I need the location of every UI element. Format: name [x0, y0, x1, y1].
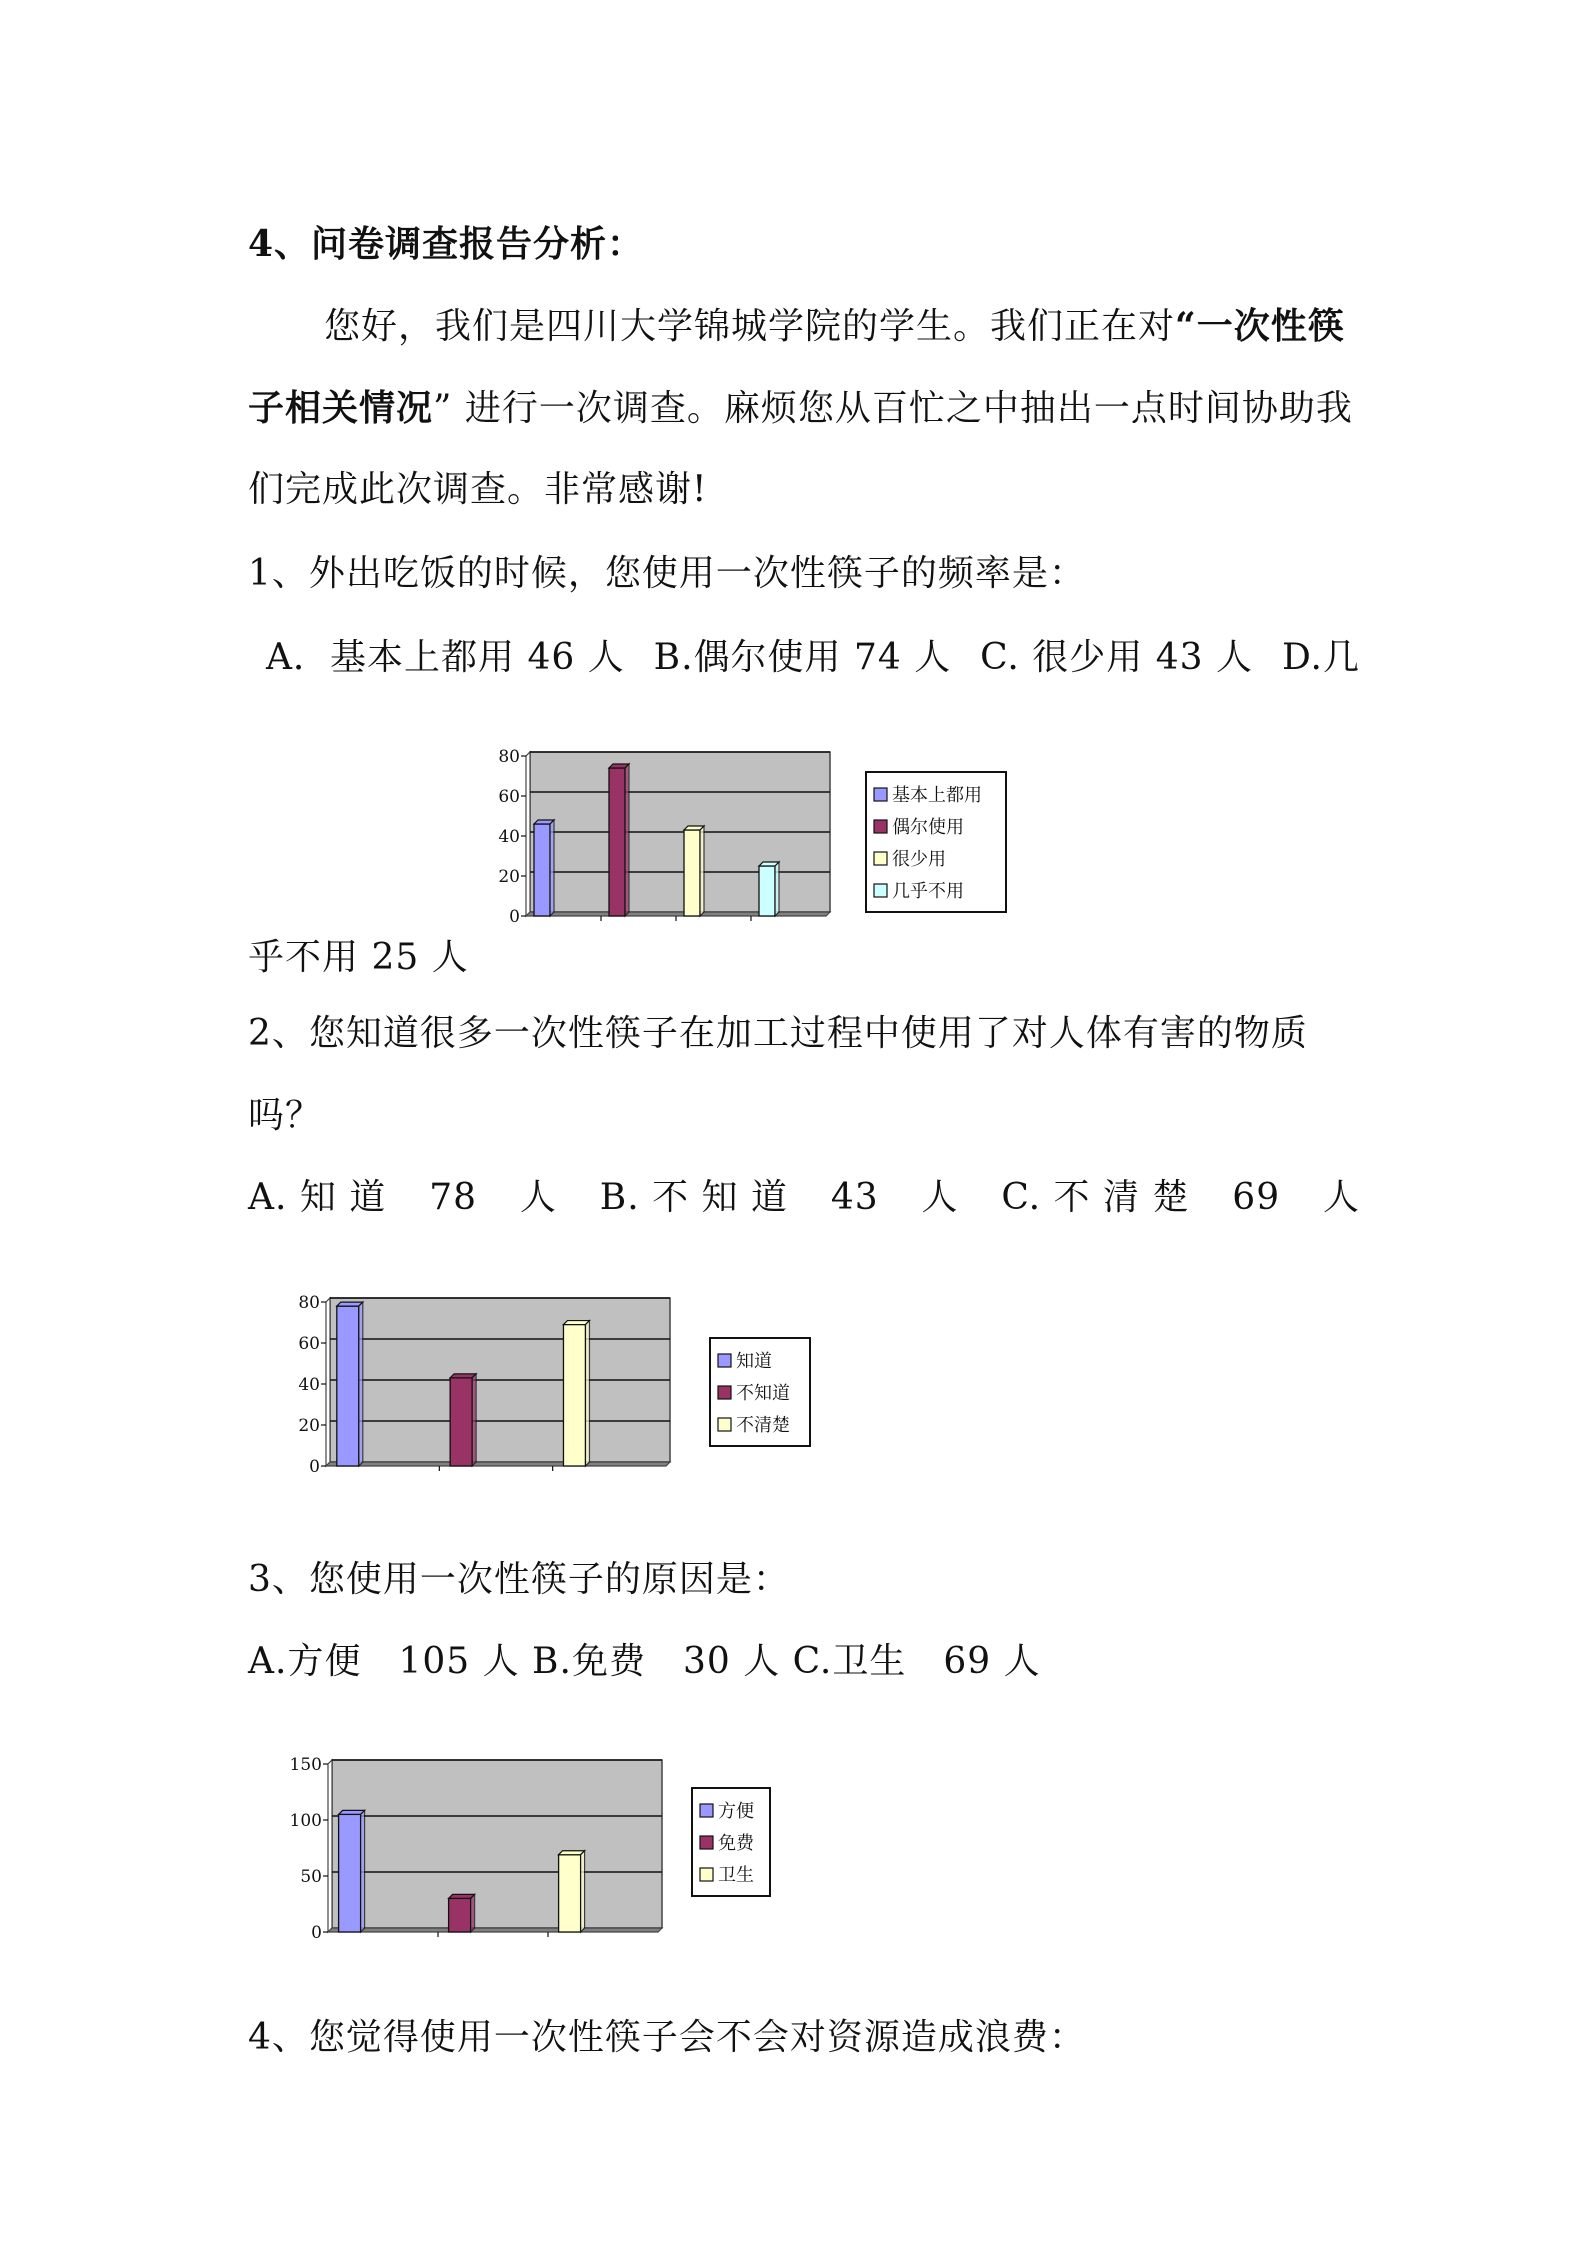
- plot-floor: [526, 912, 830, 916]
- q3-question: 3、您使用一次性筷子的原因是：: [248, 1559, 790, 1600]
- bar-side: [700, 826, 704, 916]
- intro-line-3: 们完成此次调查。非常感谢!: [248, 469, 708, 510]
- intro-line-2-bold: 子相关情况: [248, 387, 434, 429]
- q2-question-line-2: 吗？: [248, 1095, 323, 1136]
- legend-swatch: [718, 1418, 731, 1431]
- q1-continuation: 乎不用 25 人: [248, 937, 469, 978]
- legend-swatch: [700, 1804, 713, 1817]
- bar-方便: [339, 1814, 361, 1932]
- q2-question-line-1: 2、您知道很多一次性筷子在加工过程中使用了对人体有害的物质: [248, 1013, 1308, 1054]
- chart-1-svg: [480, 738, 1040, 928]
- q1-option-c: C. 很少用 43 人: [980, 637, 1254, 678]
- q1-question: 1、外出吃饭的时候，您使用一次性筷子的频率是：: [248, 553, 1086, 594]
- y-tick-label: 20: [298, 1416, 320, 1436]
- intro-line-1-text: 您好，我们是四川大学锦城学院的学生。我们正在对: [324, 306, 1176, 347]
- legend-swatch: [874, 820, 887, 833]
- intro-line-2: [248, 386, 1360, 431]
- bar-卫生: [559, 1855, 581, 1932]
- bar-不知道: [450, 1378, 472, 1466]
- chart-2: [286, 1286, 846, 1482]
- legend-swatch: [718, 1386, 731, 1399]
- q2-unit-b: 人: [921, 1177, 959, 1218]
- bar-side: [361, 1810, 365, 1932]
- bar-基本上都用: [534, 824, 550, 916]
- y-tick-label: 80: [298, 1293, 320, 1313]
- legend-swatch: [718, 1354, 731, 1367]
- y-tick-label: 40: [498, 827, 520, 847]
- legend-label: 不知道: [736, 1383, 790, 1404]
- q2-unit-c: 人: [1322, 1177, 1360, 1218]
- y-tick-label: 0: [311, 1923, 322, 1943]
- legend-label: 方便: [718, 1801, 754, 1822]
- q2-option-b: B. 不 知 道: [599, 1177, 788, 1218]
- bar-side: [550, 820, 554, 916]
- q1-options: [266, 636, 1360, 680]
- y-tick-label: 60: [498, 787, 520, 807]
- q1-option-d: D.几: [1281, 637, 1360, 678]
- legend-label: 偶尔使用: [892, 817, 964, 838]
- q1-option-a: A．基本上都用 46 人: [266, 637, 625, 678]
- bar-side: [625, 764, 629, 916]
- chart-1: [480, 738, 1040, 928]
- intro-line-1-bold: “一次性筷: [1175, 305, 1345, 347]
- bar-side: [472, 1374, 476, 1466]
- legend-swatch: [874, 884, 887, 897]
- legend-label: 不清楚: [736, 1415, 790, 1436]
- q2-option-a: A. 知 道: [248, 1177, 387, 1218]
- bar-side: [359, 1302, 363, 1466]
- chart-3: [286, 1748, 806, 1948]
- bar-side: [775, 862, 779, 916]
- bar-知道: [337, 1306, 359, 1466]
- bar-不清楚: [563, 1325, 585, 1466]
- bar-很少用: [684, 830, 700, 916]
- legend-label: 知道: [736, 1351, 772, 1372]
- legend-label: 很少用: [892, 849, 946, 870]
- legend-label: 几乎不用: [892, 881, 964, 902]
- y-tick-label: 40: [298, 1375, 320, 1395]
- bar-偶尔使用: [609, 768, 625, 916]
- y-tick-label: 80: [498, 747, 520, 767]
- bar-几乎不用: [759, 866, 775, 916]
- q2-count-b: 43: [830, 1177, 879, 1218]
- q2-count-c: 69: [1232, 1177, 1281, 1218]
- plot-side-wall: [328, 1760, 332, 1932]
- y-tick-label: 20: [498, 867, 520, 887]
- q2-option-c: C. 不 清 楚: [1001, 1177, 1190, 1218]
- plot-floor: [328, 1928, 662, 1932]
- y-tick-label: 50: [300, 1867, 322, 1887]
- legend-swatch: [700, 1868, 713, 1881]
- intro-line-1: [248, 304, 1360, 349]
- plot-area: [332, 1760, 662, 1928]
- y-tick-label: 60: [298, 1334, 320, 1354]
- q3-options: A.方便 105 人 B.免费 30 人 C.卫生 69 人: [248, 1641, 1041, 1682]
- legend-label: 卫生: [718, 1865, 754, 1886]
- q2-unit-a: 人: [519, 1177, 557, 1218]
- q4-question: 4、您觉得使用一次性筷子会不会对资源造成浪费：: [248, 2017, 1086, 2058]
- legend-swatch: [874, 788, 887, 801]
- chart-3-svg: [286, 1748, 806, 1948]
- chart-2-svg: [286, 1286, 846, 1482]
- legend-swatch: [874, 852, 887, 865]
- bar-side: [471, 1894, 475, 1932]
- legend-swatch: [700, 1836, 713, 1849]
- section-title: 4、问卷调查报告分析：: [248, 223, 645, 265]
- q2-options: [248, 1176, 1360, 1220]
- bar-side: [585, 1321, 589, 1466]
- y-tick-label: 150: [289, 1755, 322, 1775]
- q2-count-a: 78: [429, 1177, 478, 1218]
- plot-side-wall: [526, 752, 530, 916]
- y-tick-label: 100: [289, 1811, 322, 1831]
- y-tick-label: 0: [309, 1457, 320, 1477]
- plot-side-wall: [326, 1298, 330, 1466]
- y-tick-label: 0: [509, 907, 520, 927]
- plot-floor: [326, 1462, 670, 1466]
- q1-option-b: B.偶尔使用 74 人: [653, 637, 952, 678]
- legend-label: 免费: [718, 1833, 754, 1854]
- legend-label: 基本上都用: [892, 785, 982, 806]
- bar-免费: [449, 1898, 471, 1932]
- intro-line-2-text: ” 进行一次调查。麻烦您从百忙之中抽出一点时间协助我: [433, 388, 1353, 429]
- bar-side: [581, 1851, 585, 1932]
